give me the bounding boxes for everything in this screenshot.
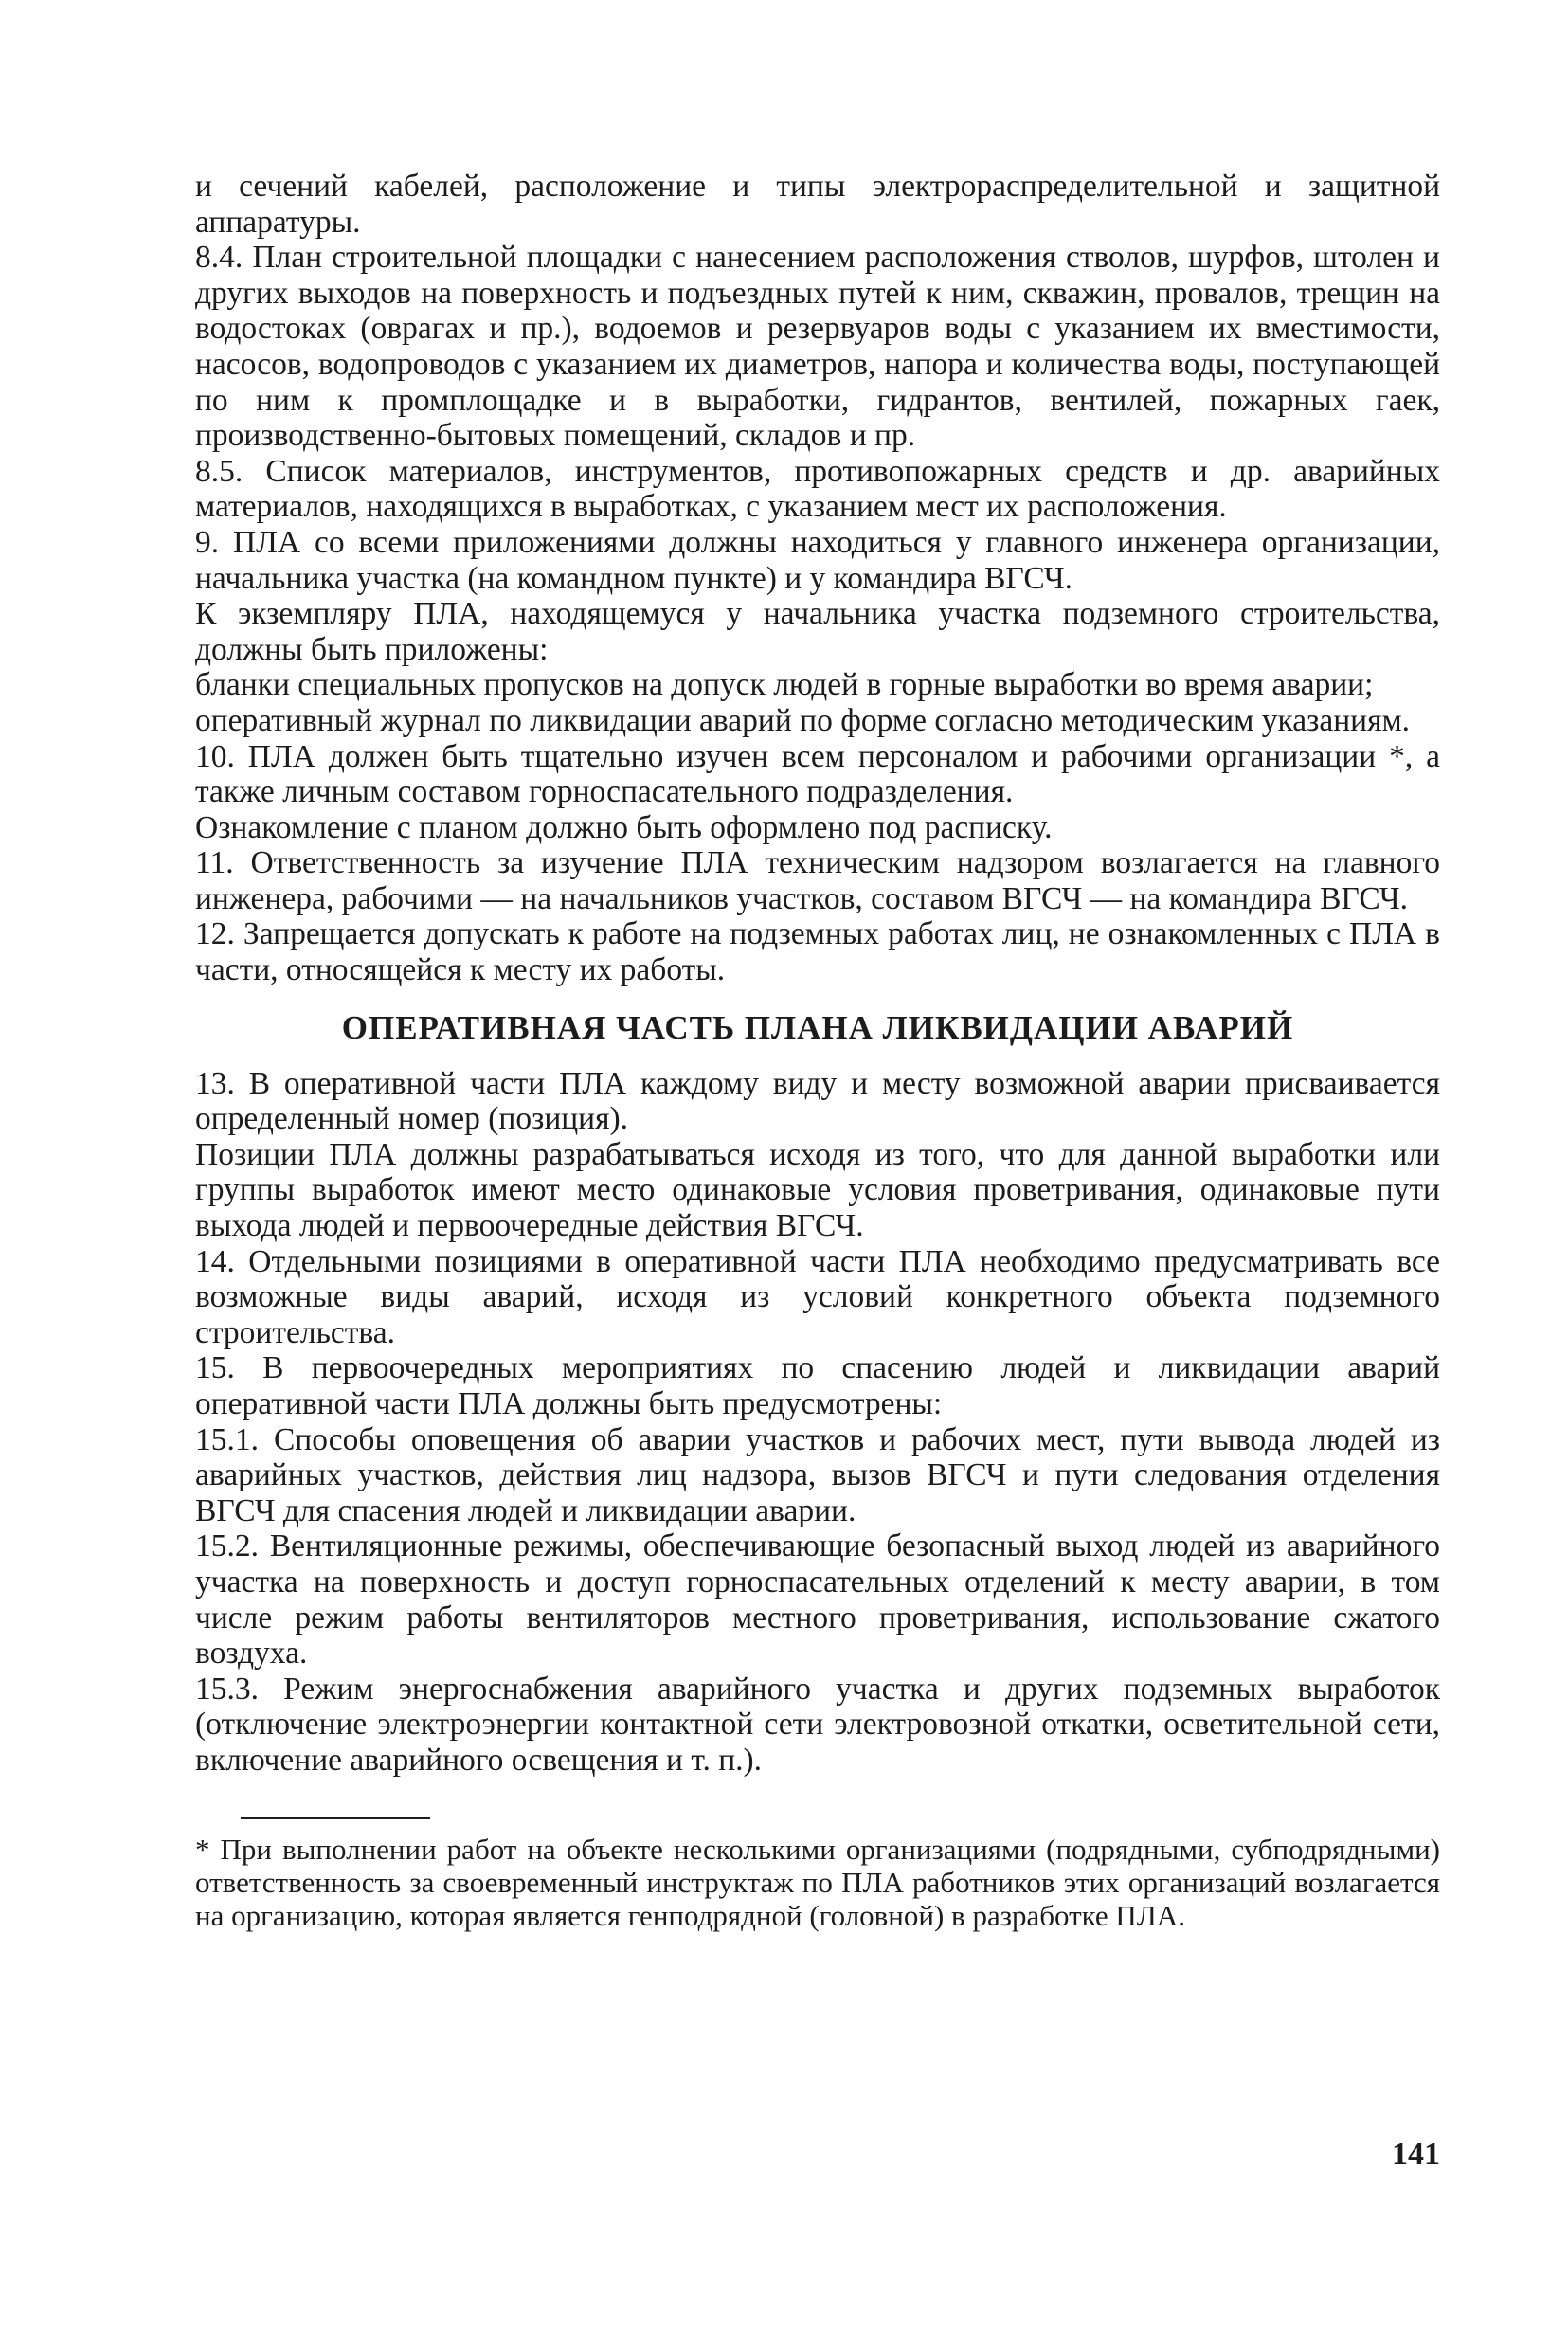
page-number: 141 (1392, 2137, 1440, 2172)
paragraph-14: 14. Отдельными позициями в оперативной части ПЛА необходимо предусматривать все возможные виды аварий, исходя из условий конкретного объекта подземного строительства. (195, 1243, 1440, 1350)
paragraph-journal: оперативный журнал по ликвидации аварий по форме согласно методическим указаниям. (195, 702, 1411, 738)
paragraph-15: 15. В первоочередных мероприятиях по спасению людей и ликвидации аварий оперативной части ПЛА должны быть предусмотрены: (195, 1350, 1440, 1421)
footnote: * При выполнении работ на объекте несколькими организациями (подрядными, субподрядными) ответственность за своевременный инструктаж по ПЛА работников этих организаций возлагается на организацию, которая является генподрядной (головной) в разработке ПЛА. (195, 1832, 1440, 1932)
paragraph-8-5: 8.5. Список материалов, инструментов, противопожарных средств и др. аварийных материалов, находящихся в выработках, с указанием мест их расположения. (195, 453, 1440, 525)
paragraph-8-4: 8.4. План строительной площадки с нанесением расположения стволов, шурфов, штолен и других выходов на поверхность и подъездных путей к ним, скважин, провалов, трещин на водостоках (оврагах и пр.), водоемов и резервуаров воды с указанием их вместимости, насосов, водопроводов с указанием их диаметров, напора и количества воды, поступающей по ним к промплощадке и в выработки, гидрантов, вентилей, пожарных гаек, производственно-бытовых помещений, складов и пр. (195, 240, 1440, 454)
paragraph-11: 11. Ответственность за изучение ПЛА техническим надзором возлагается на главного инженера, рабочими — на начальников участков, составом ВГСЧ — на командира ВГСЧ. (195, 845, 1440, 916)
paragraph-positions: Позиции ПЛА должны разрабатываться исходя из того, что для данной выработки или группы выработок имеют место одинаковые условия проветривания, одинаковые пути выхода людей и первоочередные действия ВГСЧ. (195, 1136, 1440, 1244)
footnote-divider (241, 1817, 430, 1819)
paragraph-cables: и сечений кабелей, расположение и типы электрораспределительной и защитной аппаратуры. (195, 169, 1440, 240)
paragraph-12: 12. Запрещается допускать к работе на подземных работах лиц, не ознакомленных с ПЛА в части, относящейся к месту их работы. (195, 916, 1440, 988)
paragraph-15-1: 15.1. Способы оповещения об аварии участков и рабочих мест, пути вывода людей из аварийных участков, действия лиц надзора, вызов ВГСЧ и пути следования отделения ВГСЧ для спасения людей и ликвидации аварии. (195, 1421, 1440, 1528)
paragraph-15-2: 15.2. Вентиляционные режимы, обеспечивающие безопасный выход людей из аварийного участка на поверхность и доступ горноспасательных отделений к месту аварии, в том числе режим работы вентиляторов местного проветривания, использование сжатого воздуха. (195, 1528, 1440, 1672)
paragraph-acquaintance: Ознакомление с планом должно быть оформлено под расписку. (195, 809, 1053, 845)
paragraph-copy: К экземпляру ПЛА, находящемуся у начальника участка подземного строительства, должны быть приложены: (195, 596, 1440, 667)
section-heading: ОПЕРАТИВНАЯ ЧАСТЬ ПЛАНА ЛИКВИДАЦИИ АВАРИЙ (341, 1008, 1294, 1046)
paragraph-9: 9. ПЛА со всеми приложениями должны находиться у главного инженера организации, начальника участка (на командном пункте) и у командира ВГСЧ. (195, 524, 1440, 596)
page-body (195, 169, 1440, 1932)
paragraph-blanks: бланки специальных пропусков на допуск людей в горные выработки во время аварии; (195, 667, 1374, 703)
paragraph-15-3: 15.3. Режим энергоснабжения аварийного участка и других подземных выработок (отключение электроэнергии контактной сети электровозной откатки, осветительной сети, включение аварийного освещения и т. п.). (195, 1671, 1440, 1778)
paragraph-10: 10. ПЛА должен быть тщательно изучен всем персоналом и рабочими организации *, а также личным составом горноспасательного подразделения. (195, 738, 1440, 810)
paragraph-13: 13. В оперативной части ПЛА каждому виду и месту возможной аварии присваивается определенный номер (позиция). (195, 1065, 1440, 1137)
